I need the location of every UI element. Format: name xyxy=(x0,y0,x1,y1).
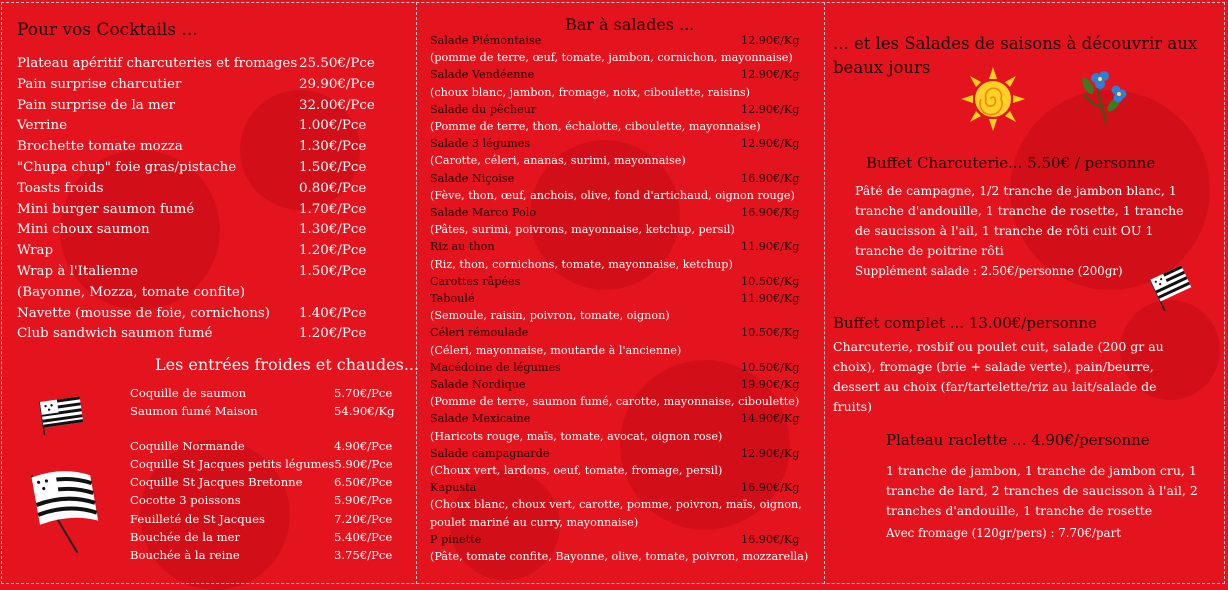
cocktail-name: Mini choux saumon xyxy=(17,222,150,238)
salad-item xyxy=(430,531,815,548)
salad-price: 16.90€/Kg xyxy=(741,206,800,220)
seasonal-salads-title: ... et les Salades de saisons à découvrir aux beaux jours xyxy=(833,34,1198,77)
salad-name: P pinette xyxy=(430,532,482,546)
cocktail-price: 1.20€/Pce xyxy=(299,243,367,259)
entree-price: 54.90€/Kg xyxy=(334,404,395,419)
entree-name: Coquille de saumon xyxy=(130,386,247,400)
buffet-complet-description: Charcuterie, rosbif ou poulet cuit, salade (200 gr au choix), fromage (brie + salade verte), pain/beurre, dessert au choix (far/tartelette/riz au lait/salade de fruits) xyxy=(833,339,1164,414)
cocktail-item xyxy=(17,116,387,137)
entree-item xyxy=(130,402,406,420)
cocktails-list xyxy=(17,54,387,345)
cocktail-price: 25.50€/Pce xyxy=(299,56,375,71)
salad-item xyxy=(430,479,815,496)
cocktail-price: 1.00€/Pce xyxy=(299,118,367,134)
salad-description: (Pâte, tomate confite, Bayonne, olive, tomate, poivron, mozzarella) xyxy=(430,550,809,564)
cocktail-name: Navette (mousse de foie, cornichons) xyxy=(17,305,270,321)
entree-name: Coquille Normande xyxy=(130,438,245,453)
salad-item xyxy=(430,238,815,255)
salad-item xyxy=(430,410,815,427)
cocktail-item xyxy=(17,262,387,283)
breton-flag-icon xyxy=(30,466,102,556)
salad-price: 12.90€/Kg xyxy=(741,446,800,460)
salad-description: (Pomme de terre, saumon fumé, carotte, mayonnaise, ciboulette) xyxy=(430,395,800,409)
cocktail-price: 1.50€/Pce xyxy=(299,159,367,175)
salad-description: (pomme de terre, œuf, tomate, jambon, cornichon, mayonnaise) xyxy=(430,51,793,65)
entree-price: 4.90€/Pce xyxy=(334,438,393,453)
salad-name: Salade Nordique xyxy=(430,378,526,392)
blue-flower-icon xyxy=(1076,64,1134,128)
salad-price: 16.90€/Kg xyxy=(741,171,800,185)
cocktail-name: Wrap à l'Italienne xyxy=(17,263,138,279)
cocktail-price xyxy=(299,283,387,304)
salad-description: (Choux blanc, choux vert, carotte, pomme, poivron, maïs, oignon, poulet mariné au curry, mayonnaise) xyxy=(430,498,802,529)
salad-item xyxy=(430,290,815,307)
entree-name: Coquille St Jacques Bretonne xyxy=(130,475,303,490)
cocktail-item xyxy=(17,220,387,241)
buffet-charcuterie-description: Pâté de campagne, 1/2 tranche de jambon blanc, 1 tranche d'andouille, 1 tranche de rosette, 1 tranche de saucisson à l'ail, 1 tranche de rôti cuit OU 1 tranche de poitrine rôti xyxy=(855,183,1184,258)
buffet-complet-heading: Buffet complet ... 13.00€/personne xyxy=(833,314,1097,332)
entree-item xyxy=(130,528,406,546)
cocktail-item xyxy=(17,75,387,96)
salad-name: Riz au thon xyxy=(430,240,495,254)
cocktail-name: Plateau apéritif charcuteries et fromages xyxy=(17,56,298,71)
salad-description: (Carotte, céleri, ananas, surimi, mayonnaise) xyxy=(430,154,686,168)
salad-price: 10.50€/Kg xyxy=(741,274,800,288)
plateau-raclette-heading: Plateau raclette ... 4.90€/personne xyxy=(886,431,1150,449)
cocktail-item xyxy=(17,304,387,325)
cocktail-name: (Bayonne, Mozza, tomate confite) xyxy=(17,284,246,300)
buffet-charcuterie-heading: Buffet Charcuterie... 5.50€ / personne xyxy=(866,154,1156,172)
cocktail-name: Pain surprise charcutier xyxy=(17,76,182,92)
salad-description: (Pomme de terre, thon, échalotte, ciboulette, mayonnaise) xyxy=(430,120,761,134)
cocktail-name: Wrap xyxy=(17,243,54,259)
entree-name: Cocotte 3 poissons xyxy=(130,493,241,508)
plateau-raclette-text xyxy=(886,461,1216,543)
cocktail-price: 1.20€/Pce xyxy=(299,326,367,342)
cocktail-item xyxy=(17,54,387,75)
salad-price: 12.90€/Kg xyxy=(741,102,800,116)
salad-name: Salade Mexicaine xyxy=(430,412,531,426)
entree-name: Bouchée à la reine xyxy=(130,548,240,563)
salad-description: (Pâtes, surimi, poivrons, mayonnaise, ketchup, persil) xyxy=(430,223,735,237)
cocktail-price: 1.70€/Pce xyxy=(299,201,367,217)
salad-name: Kapusta xyxy=(430,481,477,495)
salad-name: Carottes râpées xyxy=(430,274,521,288)
cocktail-price: 0.80€/Pce xyxy=(299,180,367,196)
salad-description: (Choux vert, lardons, oeuf, tomate, fromage, persil) xyxy=(430,464,723,478)
salad-description: (Riz, thon, cornichons, tomate, mayonnaise, ketchup) xyxy=(430,257,733,271)
salad-name: Salade du pêcheur xyxy=(430,102,537,116)
salad-description: (Céleri, mayonnaise, moutarde à l'ancienne) xyxy=(430,343,682,357)
cocktails-title: Pour vos Cocktails ... xyxy=(17,20,198,40)
salad-item xyxy=(430,101,815,118)
salad-price: 16.90€/Kg xyxy=(741,481,800,495)
entree-price: 6.50€/Pce xyxy=(334,475,393,490)
entree-price: 5.90€/Pce xyxy=(334,493,393,508)
entree-item xyxy=(130,510,406,528)
cocktail-name: Brochette tomate mozza xyxy=(17,139,183,155)
salad-name: Salade campagnarde xyxy=(430,446,550,460)
cocktail-name: Pain surprise de la mer xyxy=(17,97,176,113)
entree-item xyxy=(130,437,406,455)
salad-item xyxy=(430,273,815,290)
buffet-charcuterie-supplement: Supplément salade : 2.50€/personne (200gr) xyxy=(855,264,1123,278)
breton-flag-icon xyxy=(38,395,86,435)
entree-item xyxy=(130,473,406,491)
cocktail-name: "Chupa chup" foie gras/pistache xyxy=(17,159,237,175)
cocktail-name: Verrine xyxy=(17,118,67,134)
salad-item xyxy=(430,445,815,462)
entrees-title: Les entrées froides et chaudes... xyxy=(155,355,420,374)
entree-price: 5.70€/Pce xyxy=(334,386,393,400)
fold-line xyxy=(416,2,417,584)
salad-name: Salade Marco Polo xyxy=(430,206,537,220)
salad-description: (Fève, thon, œuf, anchois, olive, fond d'artichaud, oignon rouge) xyxy=(430,188,795,202)
cocktail-item xyxy=(17,179,387,200)
cocktail-name: Club sandwich saumon fumé xyxy=(17,326,213,342)
entree-price: 3.75€/Pce xyxy=(334,548,393,563)
salad-price: 19.90€/Kg xyxy=(741,378,800,392)
buffet-charcuterie-text xyxy=(855,181,1195,281)
entree-item xyxy=(130,546,406,564)
salad-description: (choux blanc, jambon, fromage, noix, ciboulette, raisins) xyxy=(430,85,751,99)
salad-item xyxy=(430,135,815,152)
entree-item xyxy=(130,384,406,402)
cocktail-item xyxy=(17,200,387,221)
entree-name: Bouchée de la mer xyxy=(130,530,241,545)
cocktail-name: Mini burger saumon fumé xyxy=(17,201,195,217)
cocktail-item xyxy=(17,324,387,345)
salad-name: Salade 3 légumes xyxy=(430,137,531,151)
entree-price: 5.40€/Pce xyxy=(334,530,393,545)
salad-name: Salade Niçoise xyxy=(430,171,515,185)
plateau-raclette-cheese-option: Avec fromage (120gr/pers) : 7.70€/part xyxy=(886,526,1121,540)
entree-name: Feuilleté de St Jacques xyxy=(130,511,265,526)
cocktail-item xyxy=(17,96,387,117)
cocktail-name: Toasts froids xyxy=(17,180,104,196)
salad-name: Taboulé xyxy=(430,292,475,306)
salad-price: 10.50€/Kg xyxy=(741,326,800,340)
plateau-raclette-description: 1 tranche de jambon, 1 tranche de jambon cru, 1 tranche de lard, 2 tranches de saucisson à l'ail, 2 tranches d'andouille, 1 tranche de rosette xyxy=(886,463,1198,518)
salad-item xyxy=(430,170,815,187)
entree-price: 5.90€/Pce xyxy=(334,456,393,471)
salad-name: Salade Vendéenne xyxy=(430,68,535,82)
cocktail-item xyxy=(17,137,387,158)
salad-item xyxy=(430,66,815,83)
salad-price: 12.90€/Kg xyxy=(741,137,800,151)
cocktail-price: 1.40€/Pce xyxy=(299,305,367,321)
salad-item xyxy=(430,376,815,393)
sun-icon xyxy=(958,66,1028,132)
entree-item xyxy=(130,491,406,509)
fold-line xyxy=(824,2,825,584)
salad-name: Macédoine de légumes xyxy=(430,360,561,374)
cocktail-price: 1.30€/Pce xyxy=(299,139,367,155)
salads-list xyxy=(430,32,815,565)
entree-name: Coquille St Jacques petits légumes xyxy=(130,456,335,471)
cocktail-price: 32.00€/Pce xyxy=(299,97,375,113)
salad-price: 12.90€/Kg xyxy=(741,34,800,47)
cocktail-price: 1.50€/Pce xyxy=(299,263,367,279)
entree-price: 7.20€/Pce xyxy=(334,511,393,526)
entree-name: Saumon fumé Maison xyxy=(130,404,258,419)
entree-item xyxy=(130,455,406,473)
salad-price: 16.90€/Kg xyxy=(741,532,800,546)
salad-name: Céleri rémoulade xyxy=(430,326,529,340)
cocktail-price: 1.30€/Pce xyxy=(299,222,367,238)
salad-item xyxy=(430,32,815,49)
salad-price: 11.90€/Kg xyxy=(741,240,800,254)
salad-description: (Semoule, raisin, poivron, tomate, oignon) xyxy=(430,309,670,323)
salad-bar-title: Bar à salades ... xyxy=(565,15,695,34)
salad-price: 11.90€/Kg xyxy=(741,292,800,306)
cocktail-item xyxy=(17,158,387,179)
cocktail-price: 29.90€/Pce xyxy=(299,76,375,92)
salad-name: Salade Piémontaise xyxy=(430,34,542,47)
salad-item xyxy=(430,359,815,376)
salad-price: 14.90€/Kg xyxy=(741,412,800,426)
cocktail-item xyxy=(17,241,387,262)
cocktail-item xyxy=(17,283,387,304)
salad-item xyxy=(430,324,815,341)
salad-price: 10.50€/Kg xyxy=(741,360,800,374)
salad-item xyxy=(430,204,815,221)
spacer xyxy=(130,421,406,437)
salad-price: 12.90€/Kg xyxy=(741,68,800,82)
entrees-list xyxy=(130,384,406,565)
salad-description: (Haricots rouge, maïs, tomate, avocat, oignon rose) xyxy=(430,429,723,443)
